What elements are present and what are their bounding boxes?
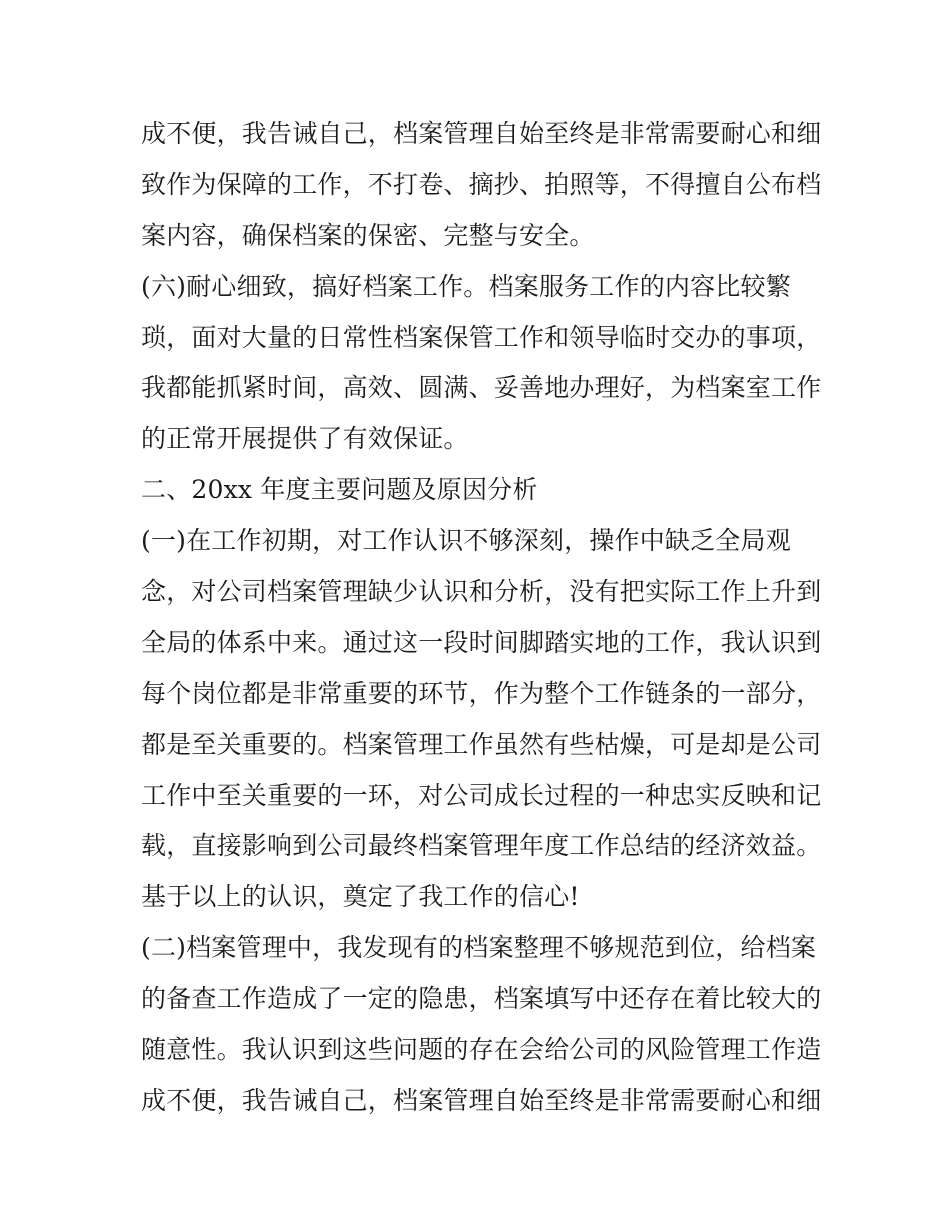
text-line: 成不便，我告诫自己，档案管理自始至终是非常需要耐心和细 [141, 119, 822, 148]
text-line: 工作中至关重要的一环，对公司成长过程的一种忠实反映和记 [141, 780, 822, 810]
text-line: 全局的体系中来。通过这一段时间脚踏实地的工作，我认识到 [141, 627, 822, 657]
text-line: 的正常开展提供了有效保证。 [141, 424, 469, 454]
text-line: (二)档案管理中，我发现有的档案整理不够规范到位，给档案 [141, 933, 817, 963]
text-line: 每个岗位都是非常重要的环节，作为整个工作链条的一部分， [141, 678, 822, 708]
text-line: 的备查工作造成了一定的隐患，档案填写中还存在着比较大的 [141, 984, 822, 1014]
text-line: (六)耐心细致，搞好档案工作。档案服务工作的内容比较繁 [141, 271, 791, 301]
text-line: 随意性。我认识到这些问题的存在会给公司的风险管理工作造 [141, 1035, 822, 1065]
document-body [141, 109, 821, 1127]
text-line: 都是至关重要的。档案管理工作虽然有些枯燥，可是却是公司 [141, 729, 822, 759]
text-line: 致作为保障的工作，不打卷、摘抄、拍照等，不得擅自公布档 [141, 169, 822, 199]
text-line: 我都能抓紧时间，高效、圆满、妥善地办理好，为档案室工作 [141, 373, 822, 403]
text-line: (一)在工作初期，对工作认识不够深刻，操作中缺乏全局观 [141, 526, 791, 556]
text-line: 琐，面对大量的日常性档案保管工作和领导临时交办的事项， [141, 322, 822, 352]
text-line: 念，对公司档案管理缺少认识和分析，没有把实际工作上升到 [141, 577, 822, 607]
text-line: 基于以上的认识，奠定了我工作的信心! [141, 882, 580, 912]
text-line: 案内容，确保档案的保密、完整与安全。 [141, 220, 595, 250]
section-heading: 二、20xx 年度主要问题及原因分析 [141, 475, 538, 505]
text-line: 成不便，我告诫自己，档案管理自始至终是非常需要耐心和细 [141, 1085, 822, 1115]
text-line: 载，直接影响到公司最终档案管理年度工作总结的经济效益。 [141, 831, 822, 861]
